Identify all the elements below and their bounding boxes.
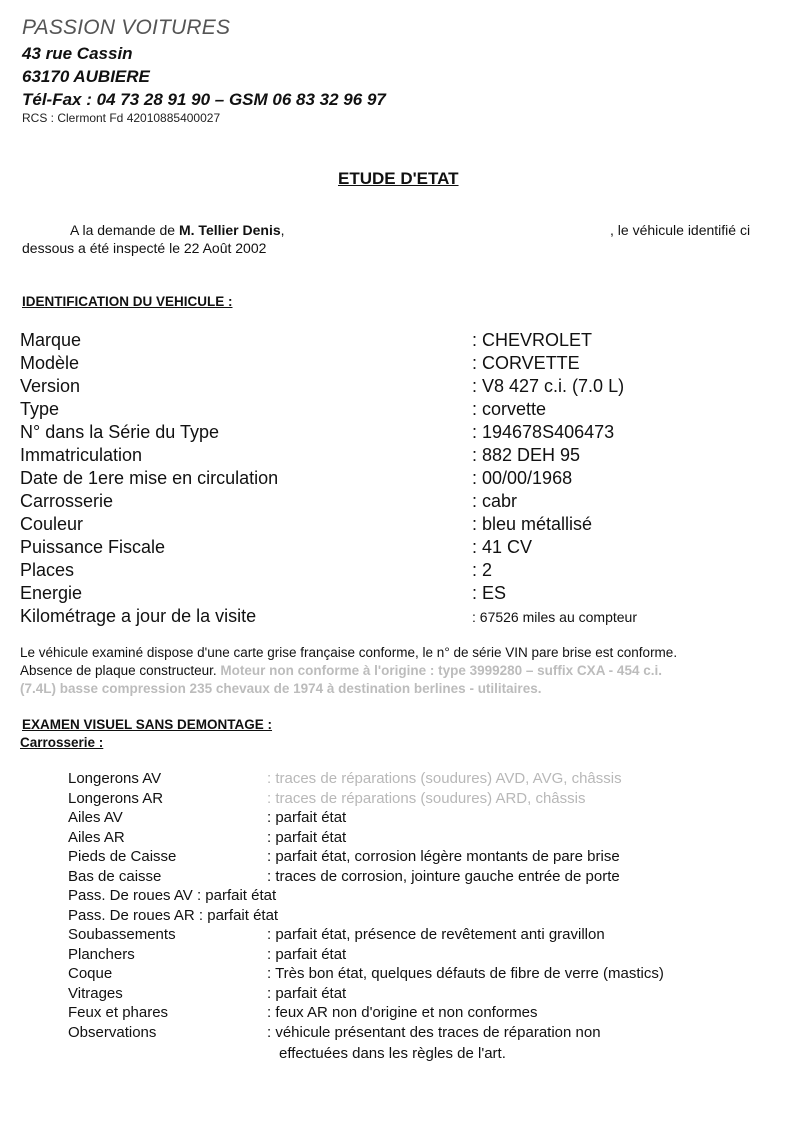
ident-label: N° dans la Série du Type (20, 422, 219, 442)
company-name: PASSION VOITURES (22, 16, 231, 39)
ident-value: : bleu métallisé (472, 514, 593, 534)
inspection-label: Longerons AV (68, 770, 162, 787)
inspection-value: : feux AR non d'origine et non conformes (267, 1004, 538, 1021)
ident-label: Kilométrage a jour de la visite (20, 606, 257, 626)
ident-label: Carrosserie (20, 491, 114, 511)
ident-label: Puissance Fiscale (20, 537, 166, 557)
inspection-value: : parfait état, présence de revêtement anti gravillon (267, 926, 605, 943)
inspection-label: Pieds de Caisse (68, 848, 177, 865)
ident-label: Type (20, 399, 60, 419)
ident-value: : ES (472, 583, 507, 603)
remark-plate: Absence de plaque constructeur. (20, 663, 221, 678)
ident-value: : 00/00/1968 (472, 468, 573, 488)
document-title: ETUDE D'ETAT (338, 169, 459, 188)
examen-title: EXAMEN VISUEL SANS DEMONTAGE : (22, 717, 273, 732)
ident-value: : CORVETTE (472, 353, 580, 373)
remark-line-3: (7.4L) basse compression 235 chevaux de 1974 à destination berlines - utilitaires. (20, 681, 542, 696)
ident-value: : 67526 miles au compteur (472, 609, 637, 625)
inspection-value: : traces de réparations (soudures) AVD, AVG, châssis (267, 770, 622, 787)
inspection-value: : parfait état (267, 809, 347, 826)
client-name: M. Tellier Denis (178, 222, 281, 238)
inspection-label: Soubassements (68, 926, 176, 943)
inspection-label: Coque (68, 965, 113, 982)
ident-label: Energie (20, 583, 83, 603)
inspection-label: Pass. De roues AR : parfait état (68, 907, 279, 924)
intro-line-2: dessous a été inspecté le 22 Août 2002 (22, 240, 267, 256)
inspection-label: Vitrages (68, 985, 123, 1002)
ident-label: Immatriculation (20, 445, 143, 465)
inspection-value: : parfait état (267, 829, 347, 846)
ident-label: Version (20, 376, 81, 396)
inspection-label: Ailes AR (68, 829, 125, 846)
ident-value: : 194678S406473 (472, 422, 615, 442)
inspection-label: Observations (68, 1024, 157, 1041)
ident-value: : CHEVROLET (472, 330, 593, 350)
ident-value: : cabr (472, 491, 518, 511)
inspection-label: Ailes AV (68, 809, 123, 826)
inspection-value: : Très bon état, quelques défauts de fibre de verre (mastics) (267, 965, 664, 982)
carrosserie-subtitle: Carrosserie : (20, 735, 104, 750)
address-city: 63170 AUBIERE (22, 67, 150, 86)
inspection-value: : traces de réparations (soudures) ARD, châssis (267, 790, 586, 807)
identification-title: IDENTIFICATION DU VEHICULE : (22, 294, 233, 309)
ident-value: : 882 DEH 95 (472, 445, 581, 465)
ident-label: Couleur (20, 514, 84, 534)
ident-label: Places (20, 560, 75, 580)
intro-suffix: , le véhicule identifié ci (610, 222, 751, 238)
ident-label: Marque (20, 330, 82, 350)
remark-engine: Moteur non conforme à l'origine : type 3999280 – suffix CXA - 454 c.i. (220, 663, 662, 678)
ident-label: Date de 1ere mise en circulation (20, 468, 279, 488)
inspection-value: : parfait état (267, 985, 347, 1002)
phone-numbers: Tél-Fax : 04 73 28 91 90 – GSM 06 83 32 96 97 (22, 90, 386, 109)
remark-line-2 (20, 663, 662, 678)
inspection-value: : véhicule présentant des traces de réparation non (267, 1024, 601, 1041)
inspection-value: : parfait état (267, 946, 347, 963)
observations-continued: effectuées dans les règles de l'art. (279, 1045, 506, 1062)
intro-prefix: A la demande de (70, 222, 179, 238)
remark-line-1: Le véhicule examiné dispose d'une carte grise française conforme, le n° de série VIN pare brise est conforme. (20, 645, 678, 660)
rcs-number: RCS : Clermont Fd 42010885400027 (22, 111, 221, 125)
ident-value: : V8 427 c.i. (7.0 L) (472, 376, 625, 396)
inspection-label: Longerons AR (68, 790, 164, 807)
inspection-label: Pass. De roues AV : parfait état (68, 887, 277, 904)
inspection-label: Planchers (68, 946, 135, 963)
inspection-value: : traces de corrosion, jointure gauche entrée de porte (267, 868, 620, 885)
intro-comma: , (280, 222, 285, 238)
ident-value: : 41 CV (472, 537, 533, 557)
ident-value: : 2 (472, 560, 493, 580)
inspection-label: Feux et phares (68, 1004, 169, 1021)
intro-line-1 (70, 222, 285, 238)
address-street: 43 rue Cassin (22, 44, 133, 63)
inspection-value: : parfait état, corrosion légère montants de pare brise (267, 848, 620, 865)
inspection-label: Bas de caisse (68, 868, 162, 885)
ident-label: Modèle (20, 353, 80, 373)
ident-value: : corvette (472, 399, 547, 419)
